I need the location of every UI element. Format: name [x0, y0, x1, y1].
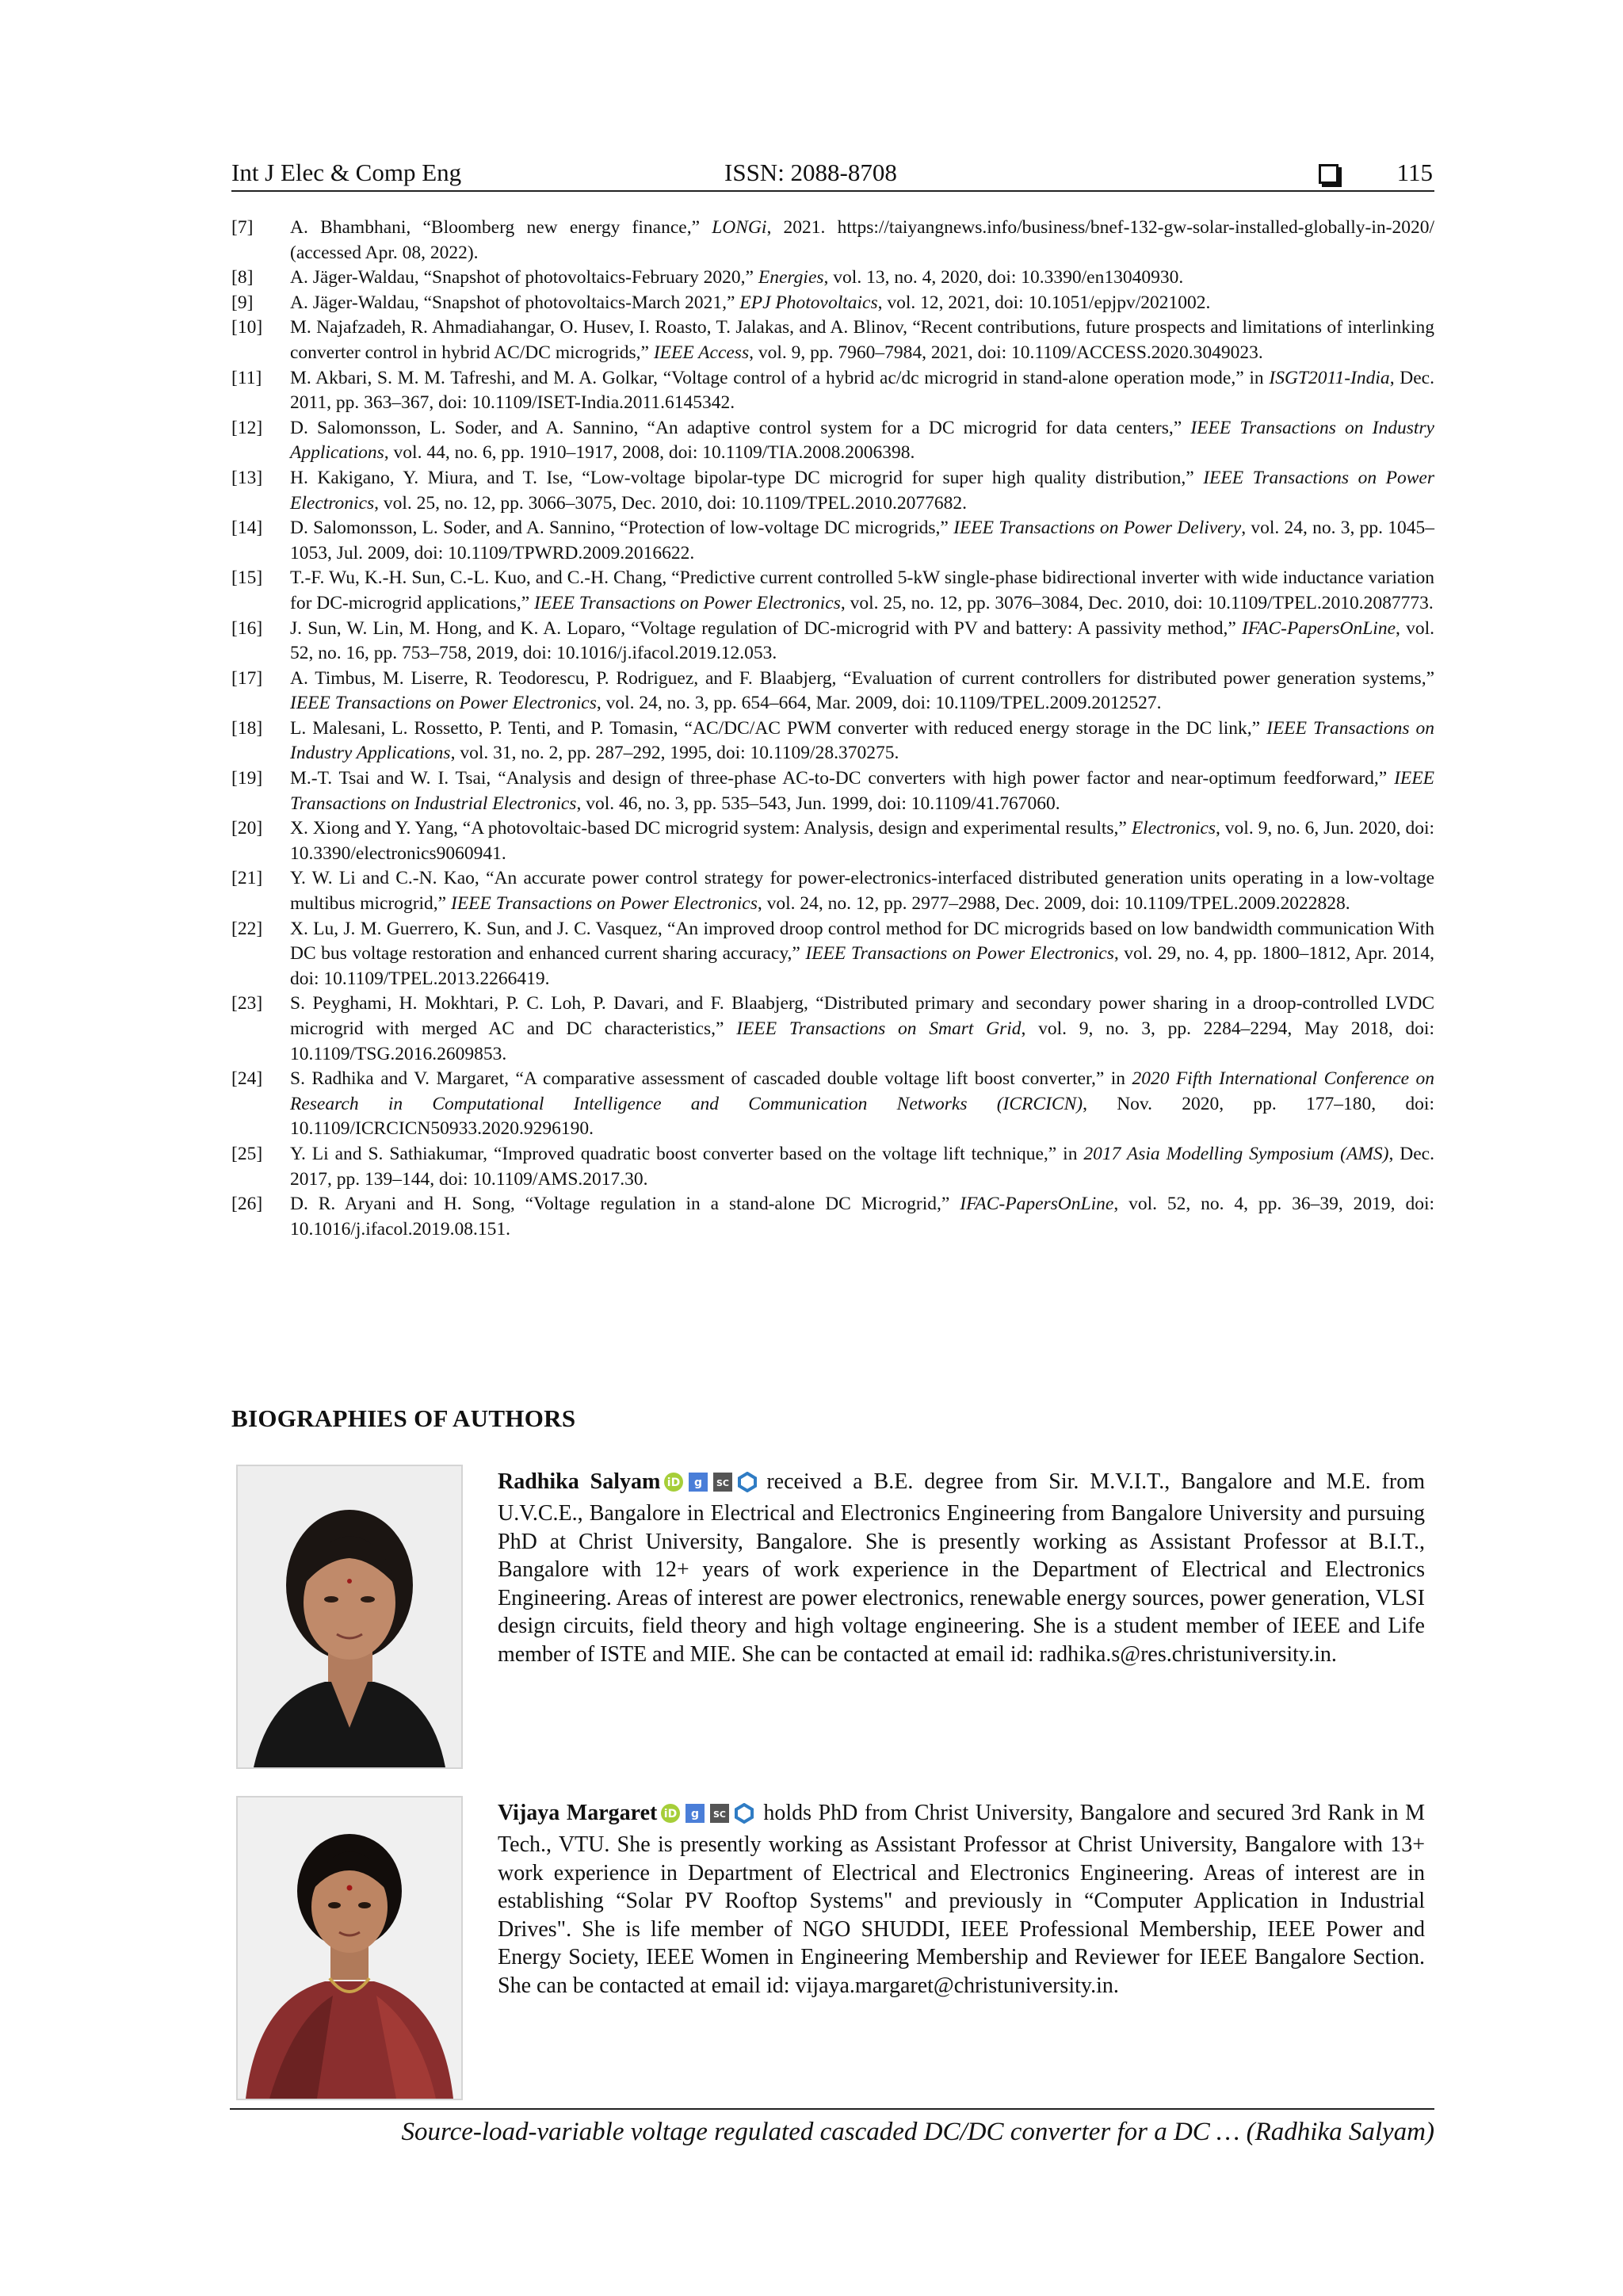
author-bio-radhika: [498, 1468, 1425, 1668]
reference-segment: , vol. 31, no. 2, pp. 287–292, 1995, doi: 10.1109/28.370275.: [450, 743, 899, 764]
reference-venue: IEEE Access: [653, 342, 750, 363]
publons-icon[interactable]: [737, 1472, 758, 1500]
orcid-icon[interactable]: [663, 1472, 684, 1500]
reference-segment: , vol. 24, no. 3, pp. 1045–1053, Jul. 2009, doi: 10.1109/TPWRD.2009.2016622.: [290, 518, 1434, 563]
reference-segment: , 2021. https://taiyangnews.info/business/bnef-132-gw-solar-installed-globally-in-2020/ (accessed Apr. 08, 2022).: [290, 217, 1434, 263]
reference-segment: , Dec. 2011, pp. 363–367, doi: 10.1109/ISET-India.2011.6145342.: [290, 367, 1434, 414]
reference-segment: A. Jäger-Waldau, “Snapshot of photovoltaics-March 2021,”: [290, 292, 740, 313]
reference-venue: 2017 Asia Modelling Symposium (AMS): [1083, 1143, 1389, 1164]
reference-segment: A. Timbus, M. Liserre, R. Teodorescu, P. Rodriguez, and F. Blaabjerg, “Evaluation of current controllers for distributed power generation systems,”: [290, 667, 1434, 689]
reference-item: [231, 416, 1434, 466]
reference-number: [9]: [231, 292, 254, 313]
reference-segment: D. R. Aryani and H. Song, “Voltage regulation in a stand-alone DC Microgrid,”: [290, 1194, 960, 1215]
square-bullet-icon: [1319, 164, 1338, 184]
reference-segment: M. Akbari, S. M. M. Tafreshi, and M. A. Golkar, “Voltage control of a hybrid ac/dc microgrid in stand-alone operation mode,” in: [290, 367, 1270, 388]
reference-segment: , vol. 24, no. 3, pp. 654–664, Mar. 2009, doi: 10.1109/TPEL.2009.2012527.: [596, 693, 1162, 714]
reference-segment: L. Malesani, L. Rossetto, P. Tenti, and P. Tomasin, “AC/DC/AC PWM converter with reduced energy storage in the DC link,”: [290, 717, 1267, 739]
reference-text: [290, 266, 1434, 291]
running-header: [231, 155, 1434, 192]
reference-number: [20]: [231, 818, 263, 839]
svg-text:g: g: [694, 1476, 703, 1489]
reference-number: [26]: [231, 1194, 263, 1215]
reference-segment: , Nov. 2020, pp. 177–180, doi: 10.1109/ICRCICN50933.2020.9296190.: [290, 1093, 1434, 1140]
reference-item: [231, 1142, 1434, 1192]
reference-item: [231, 917, 1434, 992]
reference-venue: IEEE Transactions on Power Electronics: [290, 467, 1434, 514]
reference-number: [7]: [231, 217, 254, 238]
publons-icon[interactable]: [734, 1803, 754, 1832]
reference-number: [8]: [231, 267, 254, 288]
reference-text: [290, 617, 1434, 667]
reference-text: [290, 1067, 1434, 1142]
reference-number: [16]: [231, 617, 263, 639]
author-name: Radhika Salyam: [498, 1469, 661, 1494]
reference-item: [231, 216, 1434, 266]
reference-segment: , vol. 9, pp. 7960–7984, 2021, doi: 10.1109/ACCESS.2020.3049023.: [749, 342, 1263, 363]
scopus-icon[interactable]: [709, 1803, 730, 1832]
reference-item: [231, 266, 1434, 291]
svg-text:iD: iD: [664, 1807, 678, 1820]
reference-segment: Y. Li and S. Sathiakumar, “Improved quadratic boost converter based on the voltage lift technique,” in: [290, 1143, 1084, 1164]
reference-item: [231, 366, 1434, 416]
reference-segment: M.-T. Tsai and W. I. Tsai, “Analysis and design of three-phase AC-to-DC converters with high power factor and near-optimum feedforward,”: [290, 768, 1395, 789]
reference-item: [231, 1192, 1434, 1242]
journal-name: Int J Elec & Comp Eng: [231, 159, 462, 186]
reference-text: [290, 315, 1434, 365]
reference-item: [231, 866, 1434, 916]
author-bio-vijaya: [498, 1799, 1425, 2000]
reference-item: [231, 667, 1434, 716]
reference-segment: , vol. 12, 2021, doi: 10.1051/epjpv/2021002.: [877, 292, 1211, 313]
reference-item: [231, 816, 1434, 866]
reference-segment: S. Radhika and V. Margaret, “A comparative assessment of cascaded double voltage lift boost converter,” in: [290, 1068, 1132, 1090]
reference-venue: LONGi: [712, 217, 767, 238]
reference-segment: , vol. 52, no. 16, pp. 753–758, 2019, doi: 10.1016/j.ifacol.2019.12.053.: [290, 617, 1434, 664]
reference-item: [231, 315, 1434, 365]
reference-segment: , vol. 52, no. 4, pp. 36–39, 2019, doi: 10.1016/j.ifacol.2019.08.151.: [290, 1194, 1435, 1240]
reference-number: [15]: [231, 567, 263, 589]
reference-segment: A. Bhambhani, “Bloomberg new energy finance,”: [290, 217, 712, 238]
reference-segment: , Dec. 2017, pp. 139–144, doi: 10.1109/AMS.2017.30.: [290, 1143, 1434, 1190]
author-bio-text: received a B.E. degree from Sir. M.V.I.T., Bangalore and M.E. from U.V.C.E., Bangalore in Electrical and Electronics Engineering from Bangalore University and pursuing PhD at Christ University, Bangalore. She is presently working as Assistant Professor at B.I.T., Bangalore with 12+ years of work experience in the Department of Electrical and Electronics Engineering. Areas of interest are power electronics, renewable energy sources, power generation, VLSI design circuits, field theory and high voltage engineering. She is a student member of IEEE and Life member of ISTE and MIE. She can be contacted at email id: radhika.s@res.christuniversity.in.: [498, 1469, 1425, 1667]
reference-segment: , vol. 9, no. 3, pp. 2284–2294, May 2018, doi: 10.1109/TSG.2016.2609853.: [290, 1018, 1434, 1064]
reference-text: [290, 866, 1434, 916]
reference-segment: , vol. 44, no. 6, pp. 1910–1917, 2008, doi: 10.1109/TIA.2008.2006398.: [384, 442, 915, 464]
reference-item: [231, 291, 1434, 316]
reference-text: [290, 991, 1434, 1067]
reference-venue: IEEE Transactions on Industry Applications: [290, 717, 1435, 764]
reference-number: [11]: [231, 367, 262, 388]
reference-item: [231, 617, 1434, 667]
page-number: 115: [1396, 159, 1433, 186]
reference-segment: , vol. 13, no. 4, 2020, doi: 10.3390/en13040930.: [823, 267, 1184, 288]
reference-number: [18]: [231, 717, 263, 739]
reference-number: [22]: [231, 918, 263, 939]
author-photo-radhika: [236, 1465, 463, 1769]
google-scholar-icon[interactable]: [685, 1803, 705, 1832]
svg-text:iD: iD: [667, 1476, 681, 1489]
reference-text: [290, 366, 1434, 416]
reference-number: [12]: [231, 417, 263, 438]
reference-segment: D. Salomonsson, L. Soder, and A. Sannino, “Protection of low-voltage DC microgrids,”: [290, 518, 954, 539]
svg-text:g: g: [691, 1807, 700, 1820]
reference-item: [231, 991, 1434, 1067]
reference-item: [231, 566, 1434, 616]
reference-segment: T.-F. Wu, K.-H. Sun, C.-L. Kuo, and C.-H. Chang, “Predictive current controlled 5-kW single-phase bidirectional inverter with wide inductance variation for DC-microgrid applications,”: [290, 567, 1434, 613]
author-name: Vijaya Margaret: [498, 1801, 658, 1825]
reference-number: [13]: [231, 467, 263, 488]
reference-venue: IFAC-PapersOnLine: [1241, 617, 1396, 639]
svg-text:SC: SC: [716, 1477, 730, 1488]
reference-item: [231, 516, 1434, 566]
reference-venue: IEEE Transactions on Industry Applications: [290, 417, 1434, 464]
reference-venue: IEEE Transactions on Power Electronics: [534, 592, 841, 613]
reference-segment: D. Salomonsson, L. Soder, and A. Sannino, “An adaptive control system for a DC microgrid for data centers,”: [290, 417, 1191, 438]
reference-item: [231, 716, 1434, 766]
reference-venue: IEEE Transactions on Power Electronics: [805, 943, 1114, 965]
reference-text: [290, 291, 1434, 316]
running-footer: Source-load-variable voltage regulated cascaded DC/DC converter for a DC … (Radhika Salyam): [401, 2118, 1434, 2146]
svg-text:SC: SC: [713, 1809, 727, 1820]
reference-segment: H. Kakigano, Y. Miura, and T. Ise, “Low-voltage bipolar-type DC microgrid for super high quality distribution,”: [290, 467, 1204, 488]
reference-text: [290, 416, 1434, 466]
author-bio-text: holds PhD from Christ University, Bangalore and secured 3rd Rank in M Tech., VTU. She is presently working as Assistant Professor at Christ University, Bangalore with 13+ work experience in Department of Electrical and Electronics Engineering. Areas of interest are in establishing “Solar PV Rooftop Systems" and previously in “Computer Application in Industrial Drives". She is life member of NGO SHUDDI, IEEE Professional Membership, IEEE Power and Energy Society, IEEE Women in Engineering Membership and Reviewer for IEEE Bangalore Section. She can be contacted at email id: vijaya.margaret@christuniversity.in.: [498, 1801, 1425, 1998]
reference-segment: A. Jäger-Waldau, “Snapshot of photovoltaics-February 2020,”: [290, 267, 758, 288]
reference-segment: X. Lu, J. M. Guerrero, K. Sun, and J. C. Vasquez, “An improved droop control method for DC microgrids based on low bandwidth communication With DC bus voltage restoration and enhanced current sharing accuracy,”: [290, 918, 1434, 965]
issn: ISSN: 2088-8708: [724, 159, 897, 186]
reference-venue: IEEE Transactions on Power Electronics: [290, 693, 597, 714]
reference-text: [290, 1142, 1434, 1192]
reference-segment: , vol. 24, no. 12, pp. 2977–2988, Dec. 2009, doi: 10.1109/TPEL.2009.2022828.: [757, 893, 1350, 915]
biographies-heading: BIOGRAPHIES OF AUTHORS: [231, 1404, 576, 1432]
reference-text: [290, 667, 1434, 716]
reference-text: [290, 466, 1434, 516]
reference-segment: S. Peyghami, H. Mokhtari, P. C. Loh, P. Davari, and F. Blaabjerg, “Distributed primary and secondary power sharing in a droop-controlled LVDC microgrid with merged AC and DC characteristics,”: [290, 993, 1434, 1039]
orcid-icon[interactable]: [660, 1803, 681, 1832]
footer-rule: [230, 2108, 1434, 2110]
reference-number: [10]: [231, 317, 263, 338]
reference-text: [290, 716, 1434, 766]
reference-text: [290, 816, 1434, 866]
scopus-icon[interactable]: [712, 1472, 733, 1500]
reference-item: [231, 1067, 1434, 1142]
reference-segment: , vol. 25, no. 12, pp. 3066–3075, Dec. 2010, doi: 10.1109/TPEL.2010.2077682.: [374, 492, 967, 514]
reference-text: [290, 516, 1434, 566]
author-profile-icons: [660, 1801, 758, 1831]
reference-item: [231, 766, 1434, 816]
reference-number: [23]: [231, 993, 263, 1014]
reference-number: [19]: [231, 768, 263, 789]
reference-segment: Y. W. Li and C.-N. Kao, “An accurate power control strategy for power-electronics-interfaced distributed generation units operating in a low-voltage multibus microgrid,”: [290, 868, 1434, 915]
reference-venue: IFAC-PapersOnLine: [960, 1194, 1114, 1215]
reference-venue: IEEE Transactions on Power Electronics: [451, 893, 758, 915]
reference-venue: IEEE Transactions on Smart Grid: [736, 1018, 1022, 1039]
reference-venue: IEEE Transactions on Industrial Electronics: [290, 768, 1434, 814]
reference-segment: X. Xiong and Y. Yang, “A photovoltaic-based DC microgrid system: Analysis, design and experimental results,”: [290, 818, 1132, 839]
author-photo-vijaya: [236, 1796, 463, 2100]
reference-text: [290, 766, 1434, 816]
reference-number: [24]: [231, 1068, 263, 1090]
reference-segment: , vol. 25, no. 12, pp. 3076–3084, Dec. 2010, doi: 10.1109/TPEL.2010.2087773.: [840, 592, 1434, 613]
author-profile-icons: [663, 1470, 762, 1499]
reference-text: [290, 1192, 1434, 1242]
reference-number: [21]: [231, 868, 263, 889]
reference-venue: Electronics: [1131, 818, 1216, 839]
reference-list: [231, 216, 1434, 1242]
reference-text: [290, 917, 1434, 992]
reference-number: [14]: [231, 518, 263, 539]
reference-segment: , vol. 29, no. 4, pp. 1800–1812, Apr. 2014, doi: 10.1109/TPEL.2013.2266419.: [290, 943, 1435, 989]
reference-segment: M. Najafzadeh, R. Ahmadiahangar, O. Husev, I. Roasto, T. Jalakas, and A. Blinov, “Recent contributions, future prospects and limitations of interlinking converter control in hybrid AC/DC microgrids,”: [290, 317, 1434, 363]
reference-number: [25]: [231, 1143, 263, 1164]
reference-venue: 2020 Fifth International Conference on Research in Computational Intelligence and Communication Networks (ICRCICN): [290, 1068, 1434, 1114]
reference-venue: Energies: [758, 267, 824, 288]
reference-segment: , vol. 9, no. 6, Jun. 2020, doi: 10.3390/electronics9060941.: [290, 818, 1435, 864]
reference-venue: EPJ Photovoltaics: [739, 292, 878, 313]
reference-segment: J. Sun, W. Lin, M. Hong, and K. A. Loparo, “Voltage regulation of DC-microgrid with PV and battery: A passivity method,”: [290, 617, 1242, 639]
reference-segment: , vol. 46, no. 3, pp. 535–543, Jun. 1999, doi: 10.1109/41.767060.: [576, 793, 1060, 814]
reference-item: [231, 466, 1434, 516]
reference-venue: ISGT2011-India: [1269, 367, 1390, 388]
reference-text: [290, 566, 1434, 616]
reference-number: [17]: [231, 667, 263, 689]
reference-venue: IEEE Transactions on Power Delivery: [953, 518, 1242, 539]
reference-text: [290, 216, 1434, 266]
google-scholar-icon[interactable]: [688, 1472, 708, 1500]
